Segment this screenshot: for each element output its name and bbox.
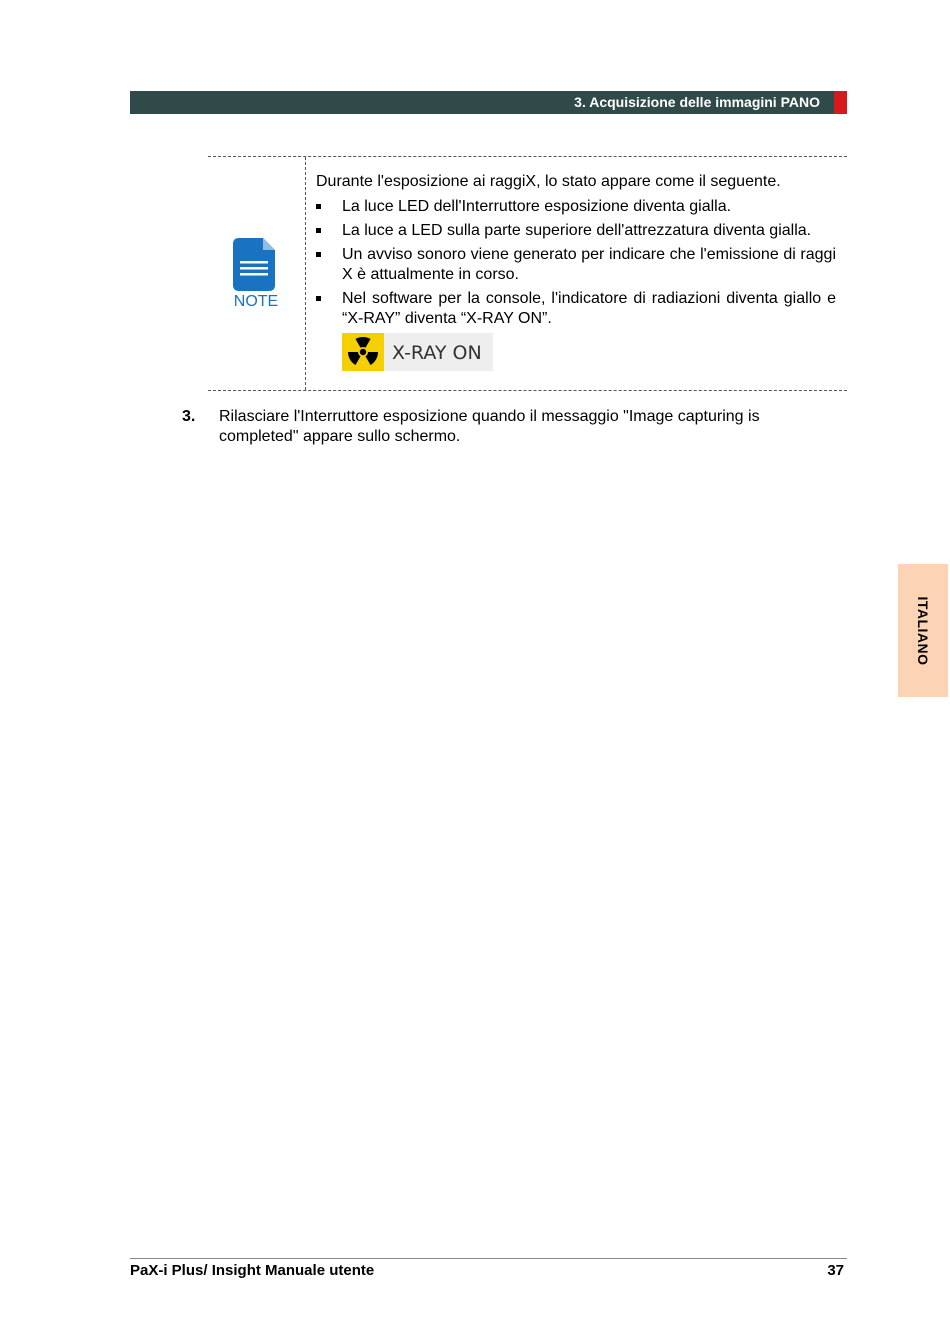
step-number: 3. — [182, 408, 196, 425]
footer-title: PaX-i Plus/ Insight Manuale utente — [130, 1262, 375, 1279]
note-bullet-list — [316, 197, 836, 329]
note-content — [316, 172, 836, 333]
note-divider — [305, 157, 306, 390]
note-intro: Durante l'esposizione ai raggiX, lo stato appare come il seguente. — [316, 173, 781, 190]
language-tab-label: ITALIANO — [915, 595, 931, 666]
note-icon — [230, 237, 282, 313]
section-header-bar — [130, 91, 834, 114]
bullet-icon — [316, 252, 321, 257]
bullet-icon — [316, 228, 321, 233]
document-icon — [230, 237, 282, 293]
list-item: Nel software per la console, l'indicatore di radiazioni diventa giallo e “X-RAY” diventa “X-RAY ON”. — [316, 289, 836, 329]
page-number: 37 — [827, 1262, 844, 1279]
bullet-icon — [316, 204, 321, 209]
step-3 — [182, 407, 822, 447]
radiation-icon — [342, 333, 384, 371]
list-item: La luce a LED sulla parte superiore dell'attrezzatura diventa gialla. — [316, 221, 836, 241]
note-box — [208, 156, 847, 391]
xray-on-label: X-RAY ON — [392, 342, 482, 364]
footer-divider — [130, 1258, 847, 1259]
bullet-icon — [316, 296, 321, 301]
list-item: Un avviso sonoro viene generato per indicare che l'emissione di raggi X è attualmente in corso. — [316, 245, 836, 285]
step-text: Rilasciare l'Interruttore esposizione quando il messaggio "Image capturing is completed" appare sullo schermo. — [219, 408, 760, 445]
section-title: 3. Acquisizione delle immagini PANO — [574, 94, 820, 110]
note-icon-label: NOTE — [233, 293, 279, 310]
xray-on-indicator — [342, 333, 493, 371]
list-item: La luce LED dell'Interruttore esposizione diventa gialla. — [316, 197, 836, 217]
language-tab — [898, 564, 948, 697]
header-accent — [834, 91, 847, 114]
